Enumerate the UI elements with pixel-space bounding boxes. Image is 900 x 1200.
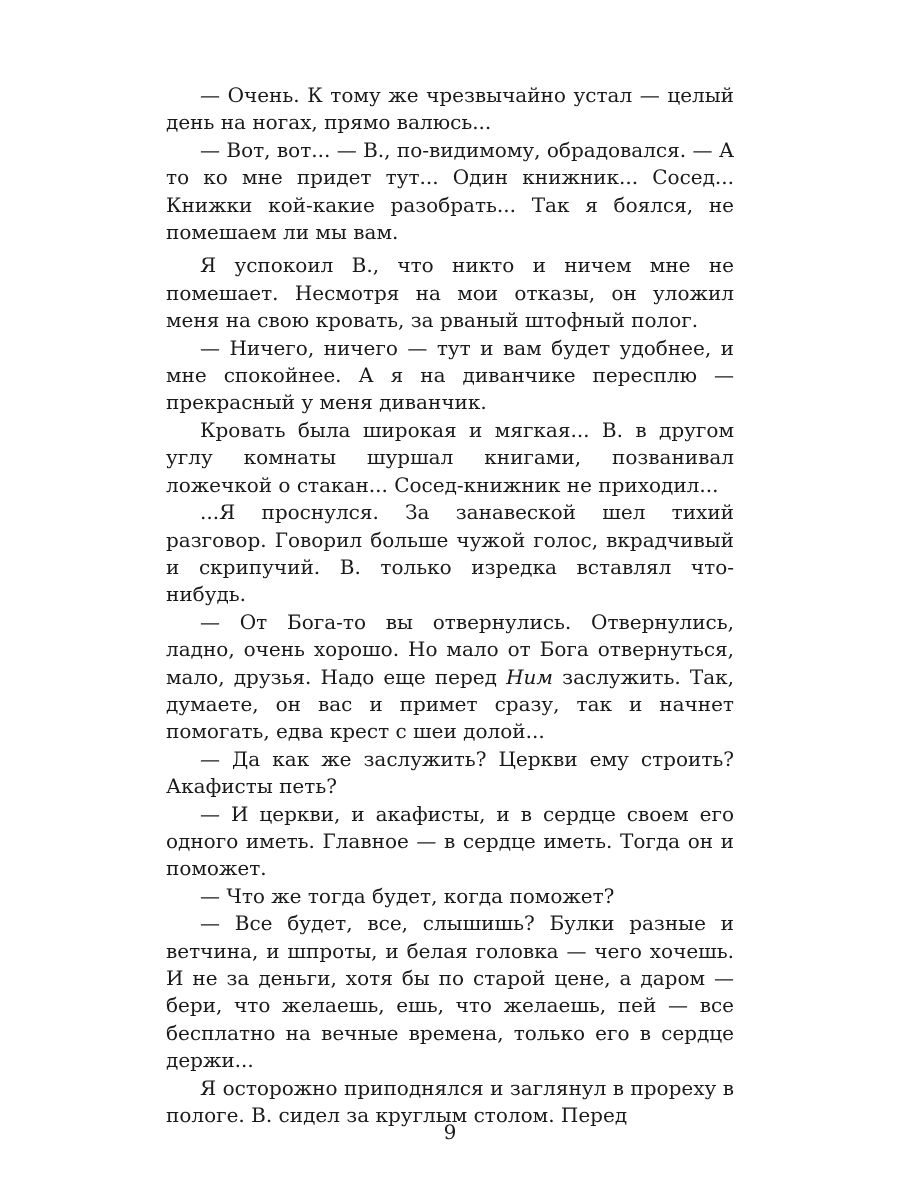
paragraph-12: Я осторожно приподнялся и заглянул в прореху в пологе. В. сидел за круглым столом. Перед (166, 1075, 734, 1128)
paragraph-5: Кровать была широкая и мягкая... В. в другом углу комнаты шуршал книгами, позванивал ложечкой о стакан... Сосед-книжник не приходил... (166, 417, 734, 497)
paragraph-3: Я успокоил В., что никто и ничем мне не помешает. Несмотря на мои отказы, он уложил меня на свою кровать, за рваный штофный полог. (166, 253, 734, 333)
italic-emphasis: Ним (506, 664, 554, 689)
paragraph-8: — Да как же заслужить? Церкви ему строить? Акафисты петь? (166, 746, 734, 799)
paragraph-1: — Очень. К тому же чрезвычайно устал — целый день на ногах, прямо валюсь... (166, 83, 734, 135)
paragraph-4: — Ничего, ничего — тут и вам будет удобнее, и мне спокойнее. А я на диванчике пересплю — прекрасный у меня диванчик. (166, 335, 734, 415)
paragraph-9: — И церкви, и акафисты, и в сердце своем его одного иметь. Главное — в сердце иметь. Тогда он и поможет. (166, 801, 734, 881)
paragraph-2: — Вот, вот... — В., по-видимому, обрадовался. — А то ко мне придет тут... Один книжник... Сосед... Книжки кой-какие разобрать... Так я боялся, не помешаем ли мы вам. (166, 137, 734, 245)
paragraph-7: — От Бога-то вы отвернулись. Отвернулись, ладно, очень хорошо. Но мало от Бога отвернуться, мало, друзья. Надо еще перед Ним заслужить. Так, думаете, он вас и примет сразу, так и начнет помогать, едва крест с шеи долой... (166, 609, 734, 744)
page-number: 9 (443, 1120, 457, 1144)
paragraph-11: — Все будет, все, слышишь? Булки разные и ветчина, и шпроты, и белая головка — чего хочешь. И не за деньги, хотя бы по старой цене, а даром — бери, что желаешь, ешь, что желаешь, пей — все бесплатно на вечные времена, только его в сердце держи... (166, 911, 734, 1073)
page-text (166, 82, 734, 1129)
paragraph-10: — Что же тогда будет, когда поможет? (200, 883, 615, 908)
paragraph-6: ...Я проснулся. За занавеской шел тихий разговор. Говорил больше чужой голос, вкрадчивый и скрипучий. В. только изредка вставлял что-нибудь. (166, 500, 734, 607)
